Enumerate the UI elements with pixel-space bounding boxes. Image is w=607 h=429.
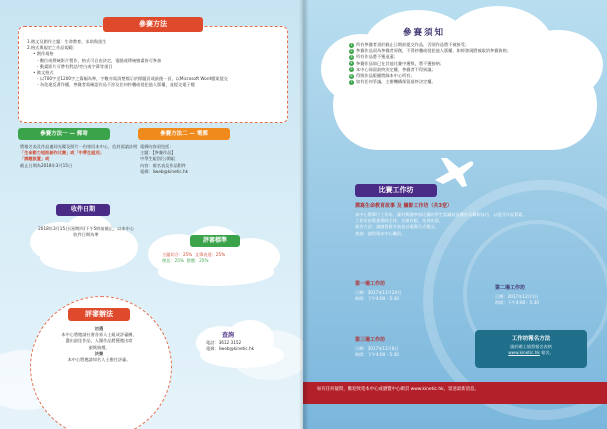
apply-box (475, 330, 587, 368)
notice-item: 7 如有任何爭議，主辦機構保留最終決定權。 (350, 79, 436, 85)
left-page (0, 0, 303, 429)
session3-line: 時間：下午4:00 - 5:30 (355, 352, 399, 358)
apply-line: 報名。 (541, 350, 554, 356)
apply-line: 請於網上填寫報名表格 (510, 344, 552, 349)
method1-line: 「課題設置」或 (20, 156, 50, 162)
deadline-title: 收件日期 (56, 204, 110, 216)
method1-line: 截止日期為2018年3月15日 (20, 162, 73, 168)
notice-title: 參賽須知 (403, 28, 446, 38)
method2-line: 電郵內容須包括： (140, 144, 174, 149)
footer-bar (303, 382, 607, 404)
deadline-cloud (40, 244, 130, 272)
workshop-line: 查詢：請致電本中心職員。 (355, 230, 406, 236)
workshop-line: 本中心將舉行工作坊，讓有興趣參加比賽的學生認識短訊創作及攝影技巧，以提升作品質素。 (355, 212, 527, 217)
method-line: - 數位或傳統影片製作，格式可自由決定，電腦或傳統繪畫皆可參加 (37, 57, 162, 63)
criteria-line: 整體：25% (186, 258, 209, 264)
workshop-text (355, 212, 555, 237)
criteria-title: 評審標準 (190, 235, 240, 247)
session1-title: 第一場工作坊 (355, 281, 386, 287)
enquiry-line: 電郵：liweb@kinetic.hk (206, 346, 255, 352)
judging-line: 決賽 (94, 350, 104, 356)
session1-line: 日期：2017年11月24日 (355, 290, 402, 295)
criteria-line: 創意：25% (162, 258, 184, 264)
judging-title: 評審辦法 (68, 308, 130, 321)
apply-text (481, 344, 581, 356)
enquiry-title: 查詢 (222, 332, 235, 339)
airplane-icon (431, 150, 475, 190)
session2-title: 第二場工作坊 (495, 285, 526, 291)
workshop-line: 工作坊由專業導師主持，名額有限，先到先得。 (355, 218, 443, 224)
method-line: - 以700字至1200字之篇幅為準，字數亦需清楚標示於標題頁或最後一頁，以Microsoft Word檔案提交 (37, 76, 228, 82)
notice-list (349, 42, 585, 85)
notice-item: 5 本中心保留最終決定權，參賽者不得異議； (350, 66, 436, 72)
method1-line: 將報名表及作品連同光碟及照片一份寄回本中心，信封面請註明 (20, 144, 138, 149)
method1-title: 參賽方法一 — 郵寄 (18, 128, 110, 140)
workshop-subtitle: 撰寫生命教育故事 及 攝影工作坊（共3堂） (355, 203, 452, 209)
page-spine (299, 0, 309, 429)
notice-item: 1 所有參賽者須於截止日期前提交作品，否則作品將不被接受； (350, 42, 470, 47)
notice-item: 2 參賽作品須為參賽者原創，不得抄襲或侵犯他人版權，如經發現將被取消參賽資格； (350, 48, 511, 54)
session2-text (495, 294, 595, 306)
method-line: 1.徵文及創作主題：生命教育，求助與重生 (27, 39, 107, 44)
method2-line: 中學生組別/公開組 (140, 156, 175, 162)
criteria-line: 主題切合：25% (162, 252, 193, 257)
judging-line: 初選 (94, 326, 104, 331)
method-line: • 徵文格式 (33, 70, 54, 76)
method2-line: 內容：報名表及作品附件 (140, 162, 187, 168)
apply-title: 工作坊報名方法 (511, 336, 551, 342)
judging-line: 本中心將邀請知名人士擔任評審。 (67, 357, 131, 363)
footer-text: 如有任何疑問，歡迎致電本中心或瀏覽中心網頁 www.kinetic.hk，留意最新消息。 (317, 387, 479, 392)
criteria-text (162, 252, 274, 264)
deadline-text: 2018年3月15日(星期四)下午5時前截止，以本中心收件日期為準 (38, 226, 134, 238)
judging-line: 本中心將邀請社會各界人士組成評審團， (61, 332, 137, 338)
session1-line: 時間：下午4:00 - 5:30 (355, 296, 399, 302)
judging-text (46, 326, 152, 363)
method-title: 參賽方法 (103, 17, 203, 32)
method2-line: 電郵：liweb@kinetic.hk (140, 168, 189, 174)
enquiry-line: 電話：3612 3152 (206, 340, 242, 345)
enquiry-text (206, 340, 284, 352)
workshop-title: 比賽工作坊 (355, 184, 437, 197)
session2-line: 時間：下午4:00 - 5:30 (495, 300, 539, 306)
notice-item: 3 所有作品將不獲退還； (350, 54, 398, 60)
apply-link[interactable]: www.kinetic.hk (508, 350, 540, 356)
notice-item: 6 得獎作品版權將歸本中心所有； (350, 73, 415, 79)
method-line: • 創作規格 (33, 51, 54, 57)
session3-text (355, 346, 465, 358)
notice-item: 4 參賽作品如已在其他比賽中獲獎，將不獲接納； (350, 60, 444, 66)
session3-title: 第三場工作坊 (355, 337, 386, 343)
session2-line: 日期：2017年12月1日 (495, 294, 539, 299)
method-line: - 動畫影片可帶有對話/旁白或字幕等項目 (37, 63, 113, 69)
method2-text (140, 144, 290, 175)
method-box (18, 20, 288, 123)
judging-line: 選出最佳作品，入圍作品將獲邀出席 (65, 338, 133, 344)
session1-text (355, 290, 465, 302)
judging-line: 頒獎典禮。 (88, 344, 110, 350)
method-line: 2.格式與規定之作品規範： (27, 45, 78, 51)
workshop-line: 報名方法：請填寫報名表並以電郵方式遞交。 (355, 224, 439, 230)
method-text (27, 39, 279, 89)
method1-text (20, 144, 138, 169)
method-line: - 為免違反著作權，參賽者需確認作品不涉及任何抄襲或侵犯他人版權，並提交電子檔 (37, 82, 195, 88)
method1-line: 「生命動力短訊創作比賽」或「中學生組別」 (20, 150, 104, 156)
method2-title: 參賽方法二 — 電郵 (138, 128, 230, 140)
method2-line: 主題：【參賽作品】 (140, 150, 176, 156)
criteria-line: 文筆表達：25% (194, 252, 226, 257)
session3-line: 日期：2017年12月8日 (355, 346, 399, 351)
right-page (303, 0, 607, 429)
